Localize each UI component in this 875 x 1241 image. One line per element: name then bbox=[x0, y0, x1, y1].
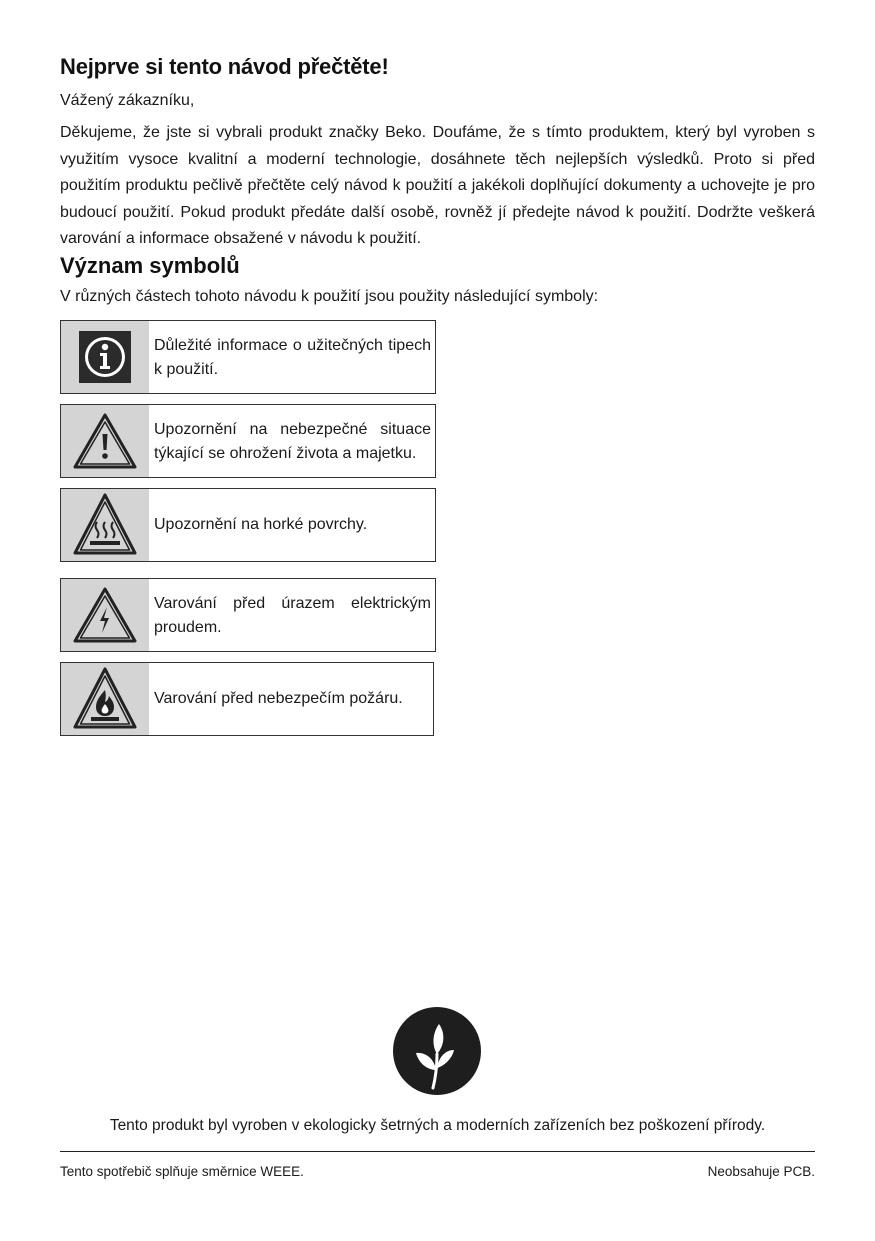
symbol-row-fire-hazard bbox=[60, 662, 434, 736]
footer-divider bbox=[60, 1151, 815, 1152]
symbol-row-warning bbox=[60, 404, 436, 478]
intro-paragraph: Děkujeme, že jste si vybrali produkt značky Beko. Doufáme, že s tímto produktem, který byl vyroben s využitím vysoce kvalitní a moderní technologie, dosáhnete těch nejlepších výsledků. Proto si před použitím produktu pečlivě přečtěte celý návod k použití a jakékoli doplňující dokumenty a uchovejte je pro budoucí použití. Pokud produkt předáte další osobě, rovněž jí předejte návod k použití. Dodržte veškerá varování a informace obsažené v návodu k použití. bbox=[60, 124, 815, 247]
symbol-text: Upozornění na horké povrchy. bbox=[154, 516, 368, 533]
symbol-text: Upozornění na nebezpečné situace týkající se ohrožení života a majetku. bbox=[154, 421, 431, 462]
hot-surface-icon bbox=[61, 489, 149, 561]
symbol-text: Varování před úrazem elektrickým proudem. bbox=[154, 595, 431, 636]
symbol-row-hot-surface bbox=[60, 488, 436, 562]
symbol-text: Důležité informace o užitečných tipech k použití. bbox=[154, 337, 431, 378]
footer-weee: Tento spotřebič splňuje směrnice WEEE. bbox=[60, 1164, 304, 1179]
leaf-icon bbox=[392, 1006, 482, 1096]
symbols-intro: V různých částech tohoto návodu k použití jsou použity následující symboly: bbox=[60, 288, 599, 305]
info-icon bbox=[61, 321, 149, 393]
fire-hazard-icon bbox=[61, 663, 149, 735]
symbol-row-electric-shock bbox=[60, 578, 436, 652]
electric-shock-icon bbox=[61, 579, 149, 651]
warning-icon bbox=[61, 405, 149, 477]
eco-statement: Tento produkt byl vyroben v ekologicky šetrných a moderních zařízeních bez poškození přírody. bbox=[109, 1117, 766, 1134]
section-heading-symbols: Význam symbolů bbox=[60, 253, 240, 278]
greeting: Vážený zákazníku, bbox=[60, 92, 195, 109]
symbol-text: Varování před nebezpečím požáru. bbox=[154, 690, 403, 707]
footer-pcb: Neobsahuje PCB. bbox=[707, 1164, 815, 1179]
page-title: Nejprve si tento návod přečtěte! bbox=[60, 54, 389, 79]
symbol-row-info bbox=[60, 320, 436, 394]
